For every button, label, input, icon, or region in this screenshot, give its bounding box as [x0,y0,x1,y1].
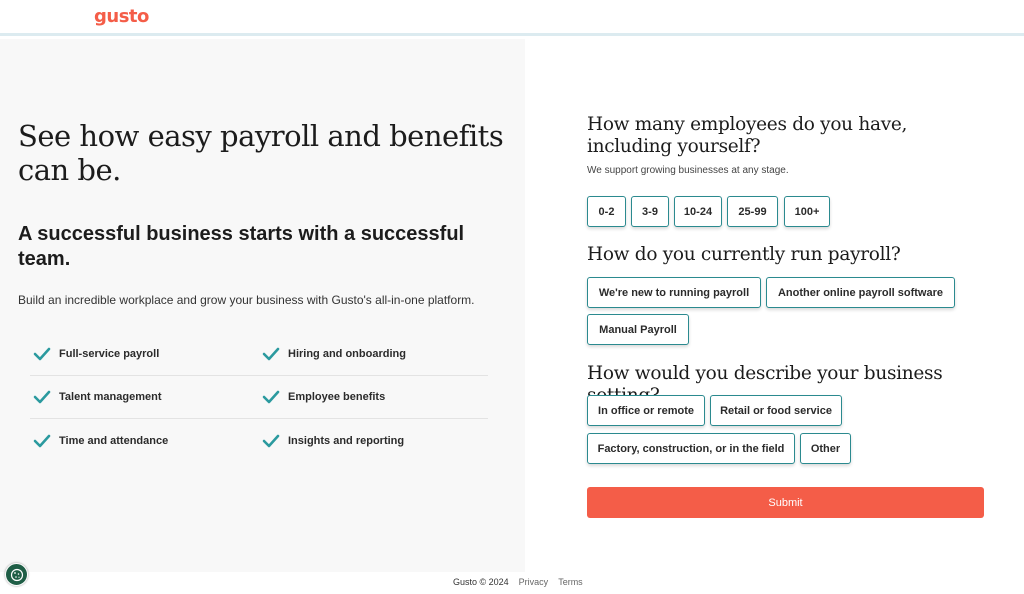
check-icon [262,390,280,404]
feature-item [259,434,488,448]
check-icon [33,347,51,361]
feature-item [30,390,259,404]
submit-button[interactable]: Submit [587,487,984,518]
hero-title: See how easy payroll and benefits can be. [18,119,504,187]
feature-row [30,333,488,376]
question-payroll-title: How do you currently run payroll? [587,244,901,265]
feature-row [30,419,488,462]
check-icon [33,390,51,404]
question-employees-title: How many employees do you have, including yourself? [587,114,908,157]
option-payroll-manual[interactable]: Manual Payroll [587,314,689,345]
feature-item [30,434,259,448]
feature-label: Insights and reporting [288,434,405,447]
check-icon [262,434,280,448]
feature-list [30,333,488,462]
feature-label: Talent management [59,391,162,403]
feature-item [259,347,488,361]
footer-privacy-link[interactable]: Privacy [518,577,549,587]
footer-terms-link[interactable]: Terms [558,577,583,587]
footer [453,577,583,587]
option-employees-25-99[interactable]: 25-99 [727,196,778,227]
feature-item [30,347,259,361]
feature-label: Hiring and onboarding [288,348,406,360]
option-employees-100-plus[interactable]: 100+ [784,196,830,227]
question-employees-subtitle: We support growing businesses at any stage. [587,165,789,176]
option-setting-factory-field[interactable]: Factory, construction, or in the field [587,433,795,464]
check-icon [262,347,280,361]
option-setting-retail-food[interactable]: Retail or food service [710,395,842,426]
option-employees-10-24[interactable]: 10-24 [674,196,722,227]
feature-label: Employee benefits [288,391,386,403]
cookie-icon [10,568,24,582]
hero-body: Build an incredible workplace and grow your business with Gusto's all-in-one platform. [18,293,475,307]
check-icon [33,434,51,448]
feature-label: Full-service payroll [59,348,160,360]
feature-label: Time and attendance [59,434,169,447]
option-payroll-new[interactable]: We're new to running payroll [587,277,761,308]
option-setting-other[interactable]: Other [800,433,851,464]
option-payroll-online-software[interactable]: Another online payroll software [766,277,955,308]
top-header [0,0,1024,36]
footer-copyright: Gusto © 2024 [453,577,509,587]
cookie-settings-button[interactable] [5,563,28,586]
hero-subtitle: A successful business starts with a successful team. [18,223,465,270]
question-setting-title: How would you describe your business [587,363,943,384]
option-setting-office-remote[interactable]: In office or remote [587,395,705,426]
feature-item [259,390,488,404]
gusto-logo[interactable]: gusto [94,6,149,27]
feature-row [30,376,488,419]
option-employees-3-9[interactable]: 3-9 [631,196,669,227]
option-employees-0-2[interactable]: 0-2 [587,196,626,227]
